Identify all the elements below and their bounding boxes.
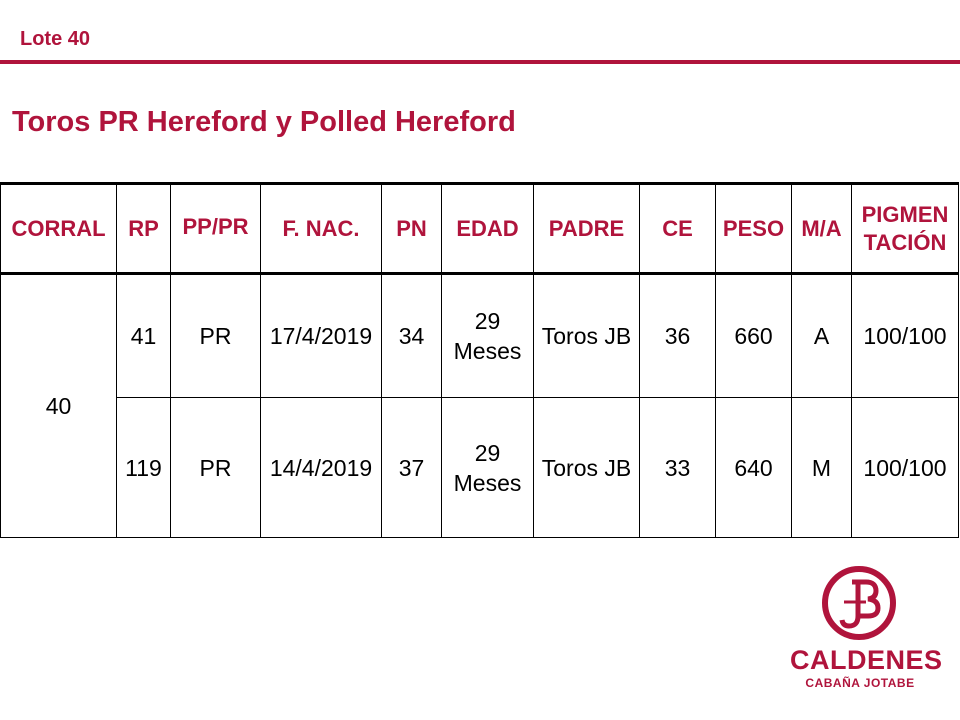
table-header-row: [1, 184, 959, 274]
caldenes-logo: [790, 566, 943, 696]
cell-f-nac: 17/4/2019: [261, 274, 382, 398]
col-header-m-a: M/A: [792, 184, 852, 274]
cell-pigmentacion: 100/100: [852, 274, 959, 398]
col-header-pn: PN: [382, 184, 442, 274]
cell-peso: 640: [716, 398, 792, 538]
col-header-ce: CE: [640, 184, 716, 274]
cell-ce: 33: [640, 398, 716, 538]
cell-rp: 119: [117, 398, 171, 538]
cell-pigmentacion: 100/100: [852, 398, 959, 538]
cell-pn: 34: [382, 274, 442, 398]
cell-m-a: A: [792, 274, 852, 398]
brand-subtitle: CABAÑA JOTABE: [805, 676, 915, 690]
cell-m-a: M: [792, 398, 852, 538]
cell-corral: 40: [1, 274, 117, 538]
col-header-edad: EDAD: [442, 184, 534, 274]
col-header-peso: PESO: [716, 184, 792, 274]
cell-edad: 29 Meses: [442, 398, 534, 538]
cell-pp-pr: PR: [171, 398, 261, 538]
cell-pp-pr: PR: [171, 274, 261, 398]
page-title: Toros PR Hereford y Polled Hereford: [12, 106, 516, 138]
col-header-rp: RP: [117, 184, 171, 274]
col-header-corral: CORRAL: [1, 184, 117, 274]
cell-peso: 660: [716, 274, 792, 398]
brand-name: CALDENES: [790, 645, 943, 675]
cell-padre: Toros JB: [534, 274, 640, 398]
cell-ce: 36: [640, 274, 716, 398]
lot-label: Lote 40: [20, 28, 91, 50]
bulls-table: [0, 182, 959, 538]
cell-padre: Toros JB: [534, 398, 640, 538]
cell-pn: 37: [382, 398, 442, 538]
col-header-padre: PADRE: [534, 184, 640, 274]
table-row: [1, 274, 959, 398]
cell-f-nac: 14/4/2019: [261, 398, 382, 538]
col-header-pp-pr: PP/PR: [171, 184, 261, 274]
cell-edad: 29 Meses: [442, 274, 534, 398]
col-header-pigmentacion: PIGMEN TACIÓN: [852, 184, 959, 274]
cell-rp: 41: [117, 274, 171, 398]
jb-monogram-icon: [822, 566, 896, 640]
table-row: [1, 398, 959, 538]
col-header-f-nac: F. NAC.: [261, 184, 382, 274]
header-divider: [0, 60, 960, 64]
